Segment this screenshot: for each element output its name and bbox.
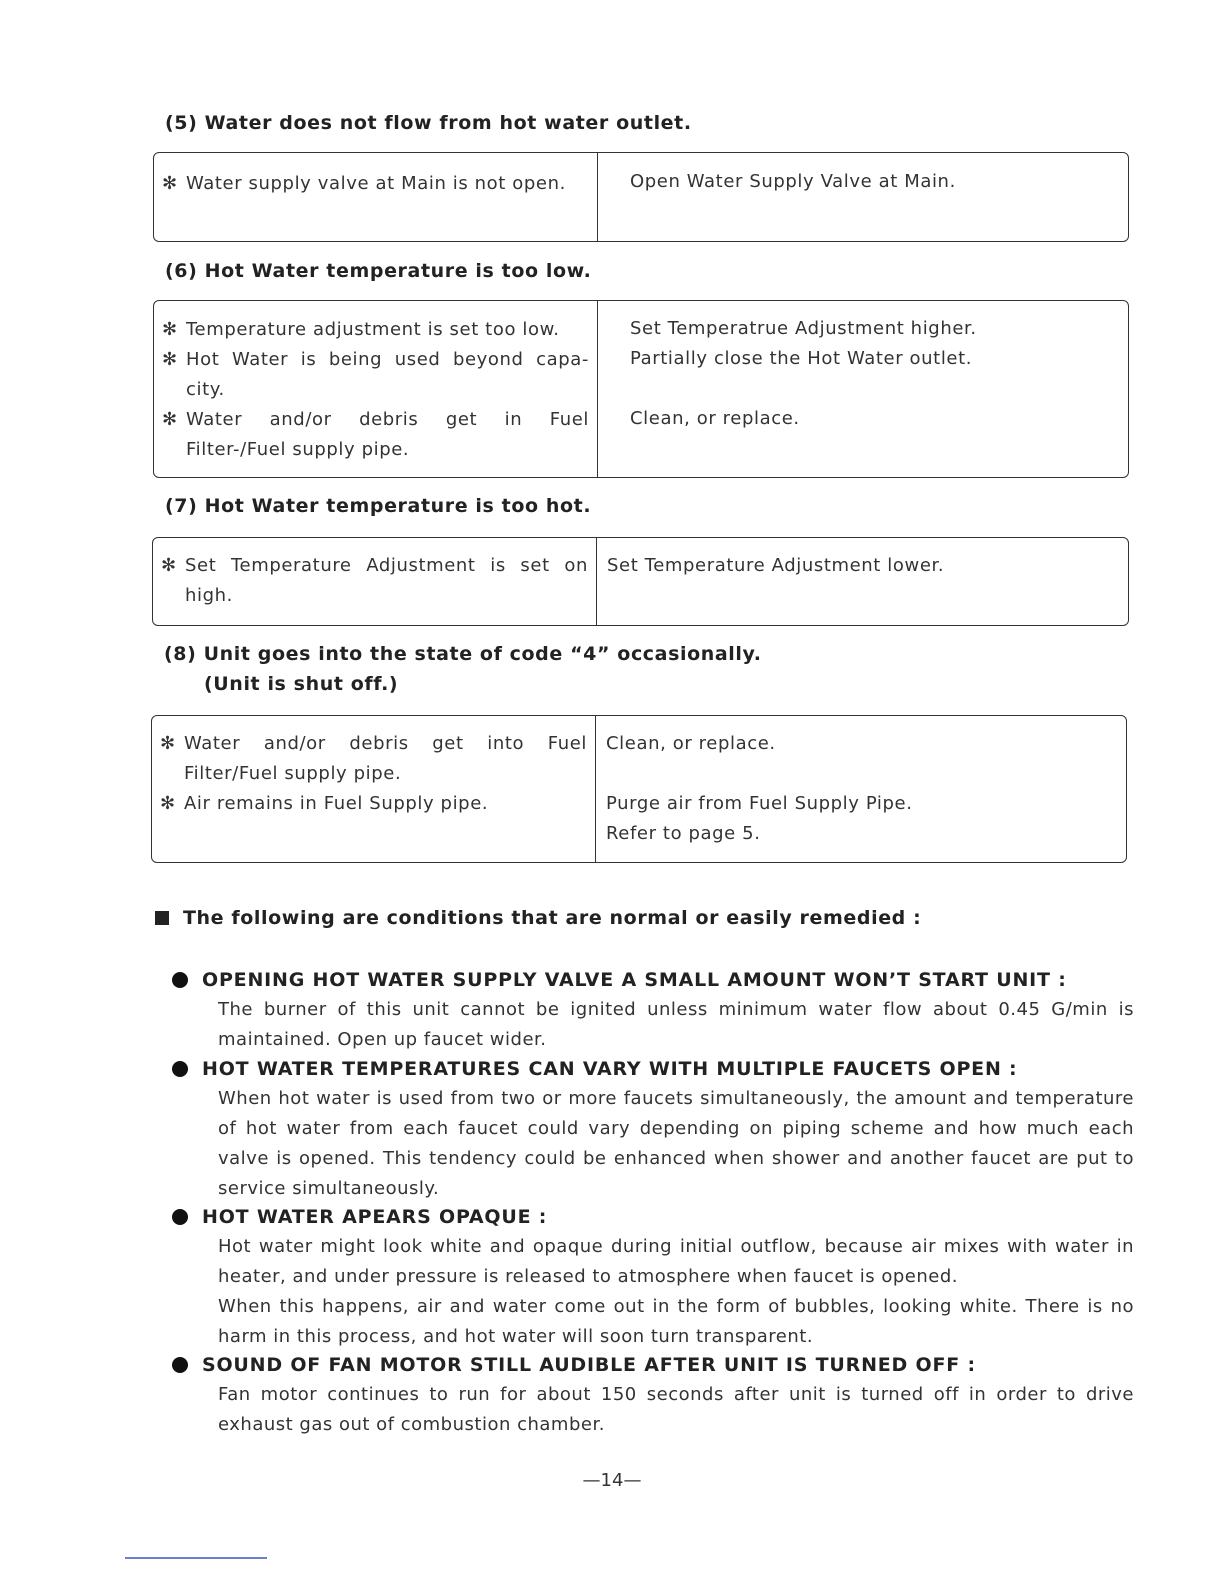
- remedy-text: Clean, or replace.: [630, 408, 800, 429]
- condition-item: [172, 1350, 1134, 1440]
- asterisk-icon: ✻: [160, 793, 176, 814]
- cause-item: [160, 729, 587, 789]
- cause-item: [162, 315, 589, 345]
- remedies-column: [596, 716, 1126, 862]
- condition-item: [172, 1202, 1134, 1352]
- section-7-heading: (7) Hot Water temperature is too hot.: [165, 495, 592, 517]
- section-5-table: [153, 152, 1129, 242]
- condition-body: When hot water is used from two or more faucets simultaneously, the amount and temperature of hot water from each faucet could vary depending on piping scheme and how much each valve is opened. This tendency could be enhanced when shower and another faucet are put to service simultaneously.: [218, 1088, 1134, 1199]
- remedies-column: [598, 301, 1128, 477]
- asterisk-icon: ✻: [162, 409, 178, 430]
- remedy-text: Set Temperatrue Adjustment higher.: [630, 318, 977, 339]
- cause-text: Water supply valve at Main is not open.: [186, 173, 566, 194]
- condition-title: [172, 1350, 1134, 1380]
- section-8-subheading: (Unit is shut off.): [204, 673, 399, 695]
- cause-text: Hot Water is being used beyond capa-city.: [186, 349, 589, 400]
- section-6-table: [153, 300, 1129, 478]
- asterisk-icon: ✻: [161, 555, 177, 576]
- causes-column: [153, 538, 597, 625]
- section-7-table: [152, 537, 1129, 626]
- cause-text: Air remains in Fuel Supply pipe.: [184, 793, 489, 814]
- condition-title: [172, 965, 1134, 995]
- cause-text: Set Temperature Adjustment is set on high.: [185, 555, 588, 606]
- cause-item: [162, 405, 589, 465]
- cause-item: [161, 551, 588, 611]
- condition-title-text: SOUND OF FAN MOTOR STILL AUDIBLE AFTER UNIT IS TURNED OFF :: [202, 1354, 976, 1376]
- cause-text: Water and/or debris get into Fuel Filter/Fuel supply pipe.: [184, 733, 587, 784]
- bullet-dot-icon: [172, 1209, 188, 1225]
- asterisk-icon: ✻: [162, 319, 178, 340]
- remedy-text: Purge air from Fuel Supply Pipe.: [606, 793, 913, 814]
- notice-title: The following are conditions that are normal or easily remedied :: [183, 907, 922, 929]
- asterisk-icon: ✻: [162, 173, 178, 194]
- condition-title-text: OPENING HOT WATER SUPPLY VALVE A SMALL AMOUNT WON’T START UNIT :: [202, 969, 1067, 991]
- bullet-dot-icon: [172, 1061, 188, 1077]
- cause-text: Temperature adjustment is set too low.: [186, 319, 560, 340]
- normal-conditions-notice: [155, 907, 921, 929]
- square-bullet-icon: [155, 911, 169, 925]
- remedy-text: Set Temperature Adjustment lower.: [607, 555, 945, 576]
- cause-item: [162, 169, 589, 199]
- remedy-text: Partially close the Hot Water outlet.: [630, 348, 973, 369]
- causes-column: [154, 301, 598, 477]
- scan-edge-mark: [125, 1557, 267, 1559]
- remedies-column: [597, 538, 1128, 625]
- section-5-heading: (5) Water does not flow from hot water outlet.: [165, 112, 692, 134]
- condition-title: [172, 1054, 1134, 1084]
- condition-item: [172, 965, 1134, 1055]
- remedy-text: Open Water Supply Valve at Main.: [630, 171, 956, 192]
- condition-title-text: HOT WATER APEARS OPAQUE :: [202, 1206, 548, 1228]
- condition-body-continued: When this happens, air and water come out in the form of bubbles, looking white. There is no harm in this process, and hot water will soon turn transparent.: [218, 1296, 1134, 1347]
- cause-text: Water and/or debris get in Fuel Filter-/Fuel supply pipe.: [186, 409, 589, 460]
- asterisk-icon: ✻: [162, 349, 178, 370]
- page-number: —14—: [582, 1470, 642, 1491]
- condition-item: [172, 1054, 1134, 1204]
- bullet-dot-icon: [172, 1357, 188, 1373]
- condition-body: The burner of this unit cannot be ignited unless minimum water flow about 0.45 G/min is maintained. Open up faucet wider.: [218, 999, 1134, 1050]
- condition-body: Hot water might look white and opaque during initial outflow, because air mixes with water in heater, and under pressure is released to atmosphere when faucet is opened.: [218, 1236, 1134, 1287]
- section-8-table: [151, 715, 1127, 863]
- section-8-heading: (8) Unit goes into the state of code “4” occasionally.: [164, 643, 762, 665]
- bullet-dot-icon: [172, 972, 188, 988]
- cause-item: [162, 345, 589, 405]
- causes-column: [154, 153, 598, 241]
- remedy-text: Refer to page 5.: [606, 823, 761, 844]
- causes-column: [152, 716, 596, 862]
- condition-title-text: HOT WATER TEMPERATURES CAN VARY WITH MULTIPLE FAUCETS OPEN :: [202, 1058, 1018, 1080]
- cause-item: [160, 789, 587, 819]
- condition-body: Fan motor continues to run for about 150 seconds after unit is turned off in order to drive exhaust gas out of combustion chamber.: [218, 1384, 1134, 1435]
- remedies-column: [598, 153, 1128, 241]
- section-6-heading: (6) Hot Water temperature is too low.: [165, 260, 592, 282]
- asterisk-icon: ✻: [160, 733, 176, 754]
- remedy-text: Clean, or replace.: [606, 733, 776, 754]
- condition-title: [172, 1202, 1134, 1232]
